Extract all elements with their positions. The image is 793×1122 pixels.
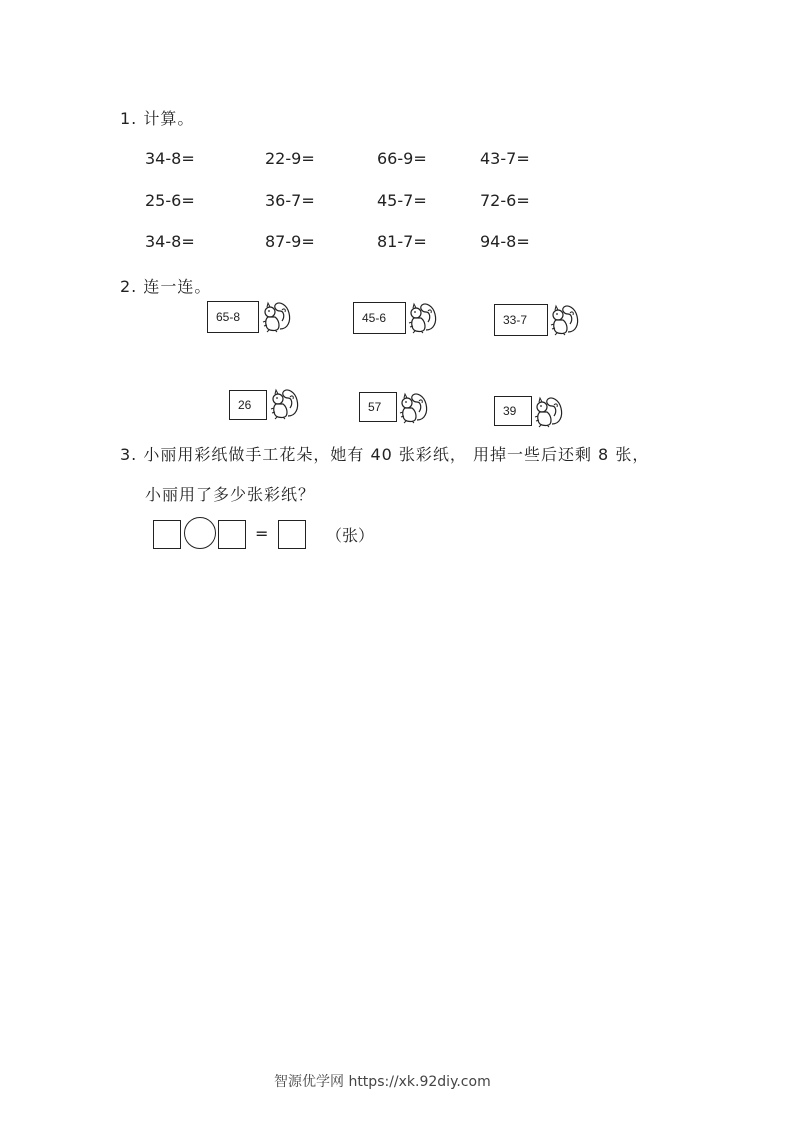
squirrel-icon: [397, 390, 429, 424]
squirrel-icon: [260, 299, 292, 333]
card-45-6[interactable]: 45-6: [353, 302, 406, 334]
answer-box-1[interactable]: [153, 520, 181, 549]
card-26[interactable]: 26: [229, 390, 267, 420]
q2-title: 2. 连一连。: [120, 277, 212, 296]
expr: 25-6=: [145, 191, 195, 210]
expr: 81-7=: [377, 232, 427, 251]
expr: 22-9=: [265, 149, 315, 168]
expr: 94-8=: [480, 232, 530, 251]
expr: 34-8=: [145, 149, 195, 168]
answer-box-result[interactable]: [278, 520, 306, 549]
unit-label: （张）: [326, 526, 375, 545]
card-65-8[interactable]: 65-8: [207, 301, 259, 333]
squirrel-icon: [532, 394, 564, 428]
q3-text: 3. 小丽用彩纸做手工花朵，她有 40 张彩纸， 用掉一些后还剩 8 张，: [120, 445, 650, 464]
expr: 45-7=: [377, 191, 427, 210]
expr: 87-9=: [265, 232, 315, 251]
card-57[interactable]: 57: [359, 392, 397, 422]
expr: 72-6=: [480, 191, 530, 210]
expr: 36-7=: [265, 191, 315, 210]
operator-circle[interactable]: [184, 517, 216, 549]
expr: 34-8=: [145, 232, 195, 251]
footer-watermark: 智源优学网 https://xk.92diy.com: [274, 1074, 491, 1090]
expr: 43-7=: [480, 149, 530, 168]
answer-box-2[interactable]: [218, 520, 246, 549]
squirrel-icon: [268, 386, 300, 420]
q3-question: 小丽用了多少张彩纸？: [145, 485, 316, 504]
squirrel-icon: [548, 302, 580, 336]
card-39[interactable]: 39: [494, 396, 532, 426]
squirrel-icon: [406, 300, 438, 334]
equals-sign: =: [255, 524, 269, 543]
card-33-7[interactable]: 33-7: [494, 304, 548, 336]
expr: 66-9=: [377, 149, 427, 168]
q1-title: 1. 计算。: [120, 109, 195, 128]
